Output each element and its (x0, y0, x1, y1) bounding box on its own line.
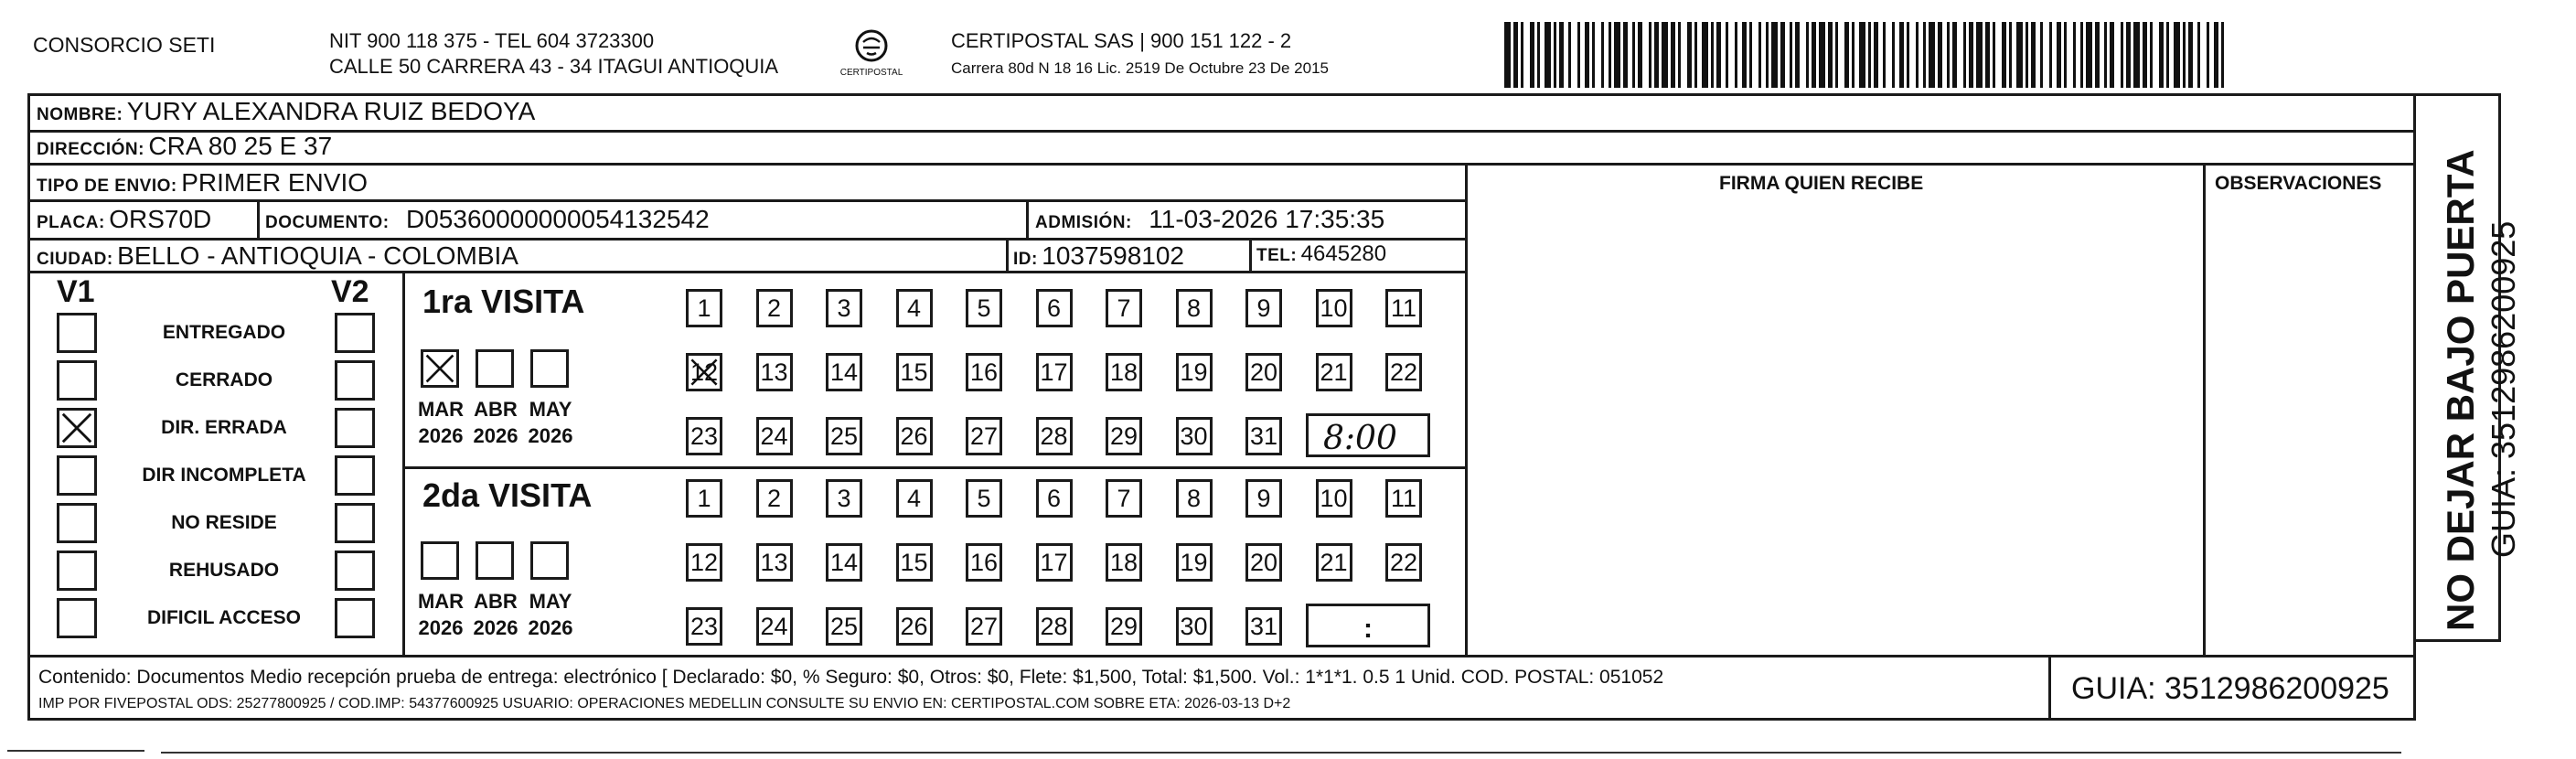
day-box[interactable] (1106, 543, 1142, 582)
v1-label: V1 (57, 274, 95, 309)
day-box[interactable] (896, 353, 933, 391)
svg-text:CERTIPOSTAL: CERTIPOSTAL (839, 68, 903, 78)
day-number: 28 (1040, 612, 1068, 640)
day-number: 15 (900, 358, 928, 386)
tel-label: TEL: (1256, 246, 1298, 265)
day-number: 14 (829, 548, 859, 576)
day-number: 29 (1109, 612, 1138, 640)
status-reason-label: CERRADO (175, 369, 273, 390)
day-number: 27 (969, 422, 999, 450)
day-box[interactable] (1036, 607, 1073, 646)
day-number: 5 (977, 294, 991, 322)
day-box[interactable] (896, 289, 933, 327)
day-number: 11 (1390, 484, 1417, 512)
month-checkbox[interactable] (476, 541, 514, 580)
admission-row (1035, 207, 1384, 232)
day-number: 22 (1389, 358, 1418, 386)
day-box[interactable] (1106, 479, 1142, 518)
nit-line: NIT 900 118 375 - TEL 604 3723300 (329, 29, 655, 52)
name-row (37, 99, 535, 124)
day-number: 6 (1046, 484, 1062, 512)
day-box[interactable] (756, 417, 793, 455)
day-number: 11 (1390, 294, 1417, 322)
day-box[interactable] (1316, 543, 1352, 582)
day-box[interactable] (1176, 353, 1213, 391)
day-number: 12 (689, 548, 719, 576)
day-box[interactable] (826, 607, 862, 646)
day-box[interactable] (686, 289, 722, 327)
document-label: DOCUMENTO: (265, 213, 390, 232)
plate-row (37, 207, 211, 232)
day-number: 13 (760, 548, 788, 576)
day-box[interactable] (1316, 479, 1352, 518)
send-type-row (37, 170, 368, 196)
status-reason-label: DIR. ERRADA (161, 417, 287, 438)
day-number: 13 (760, 358, 788, 386)
month-checkbox-checked[interactable] (421, 349, 459, 388)
day-box[interactable] (826, 417, 862, 455)
day-number: 25 (829, 422, 859, 450)
visit2-time: : (1363, 614, 1373, 644)
day-number: 7 (1117, 484, 1131, 512)
day-box[interactable] (826, 543, 862, 582)
visit1-time: 8:00 (1323, 420, 1397, 457)
footer-guide: GUIA: 3512986200925 (2071, 671, 2389, 706)
v2-checkbox[interactable] (335, 503, 375, 543)
day-number: 17 (1040, 548, 1068, 576)
visit2-time-box[interactable] (1306, 604, 1430, 647)
v2-checkbox[interactable] (335, 313, 375, 353)
day-box[interactable] (1036, 289, 1073, 327)
day-number: 12 (689, 358, 719, 386)
day-number: 22 (1389, 548, 1418, 576)
document-row (265, 207, 710, 232)
day-box[interactable] (756, 479, 793, 518)
day-number: 9 (1256, 484, 1271, 512)
day-box[interactable] (826, 289, 862, 327)
day-number: 28 (1040, 422, 1068, 450)
day-box[interactable] (756, 289, 793, 327)
day-box[interactable] (1245, 607, 1282, 646)
month-label: MAY 2026 (528, 590, 573, 639)
month-checkbox[interactable] (421, 541, 459, 580)
visit2-title: 2da VISITA (422, 476, 593, 514)
day-number: 20 (1249, 358, 1278, 386)
day-box[interactable] (1385, 479, 1422, 518)
day-box[interactable] (966, 607, 1002, 646)
address-row (37, 134, 332, 159)
day-number: 17 (1040, 358, 1068, 386)
day-number: 18 (1109, 358, 1138, 386)
side-warning: NO DEJAR BAJO PUERTA (2439, 149, 2482, 631)
admission-date: 11-03-2026 17:35:35 (1149, 205, 1385, 233)
day-box[interactable] (1176, 289, 1213, 327)
day-number: 30 (1180, 422, 1208, 450)
day-box[interactable] (1245, 543, 1282, 582)
day-box[interactable] (1245, 353, 1282, 391)
day-box[interactable] (826, 479, 862, 518)
day-number: 29 (1109, 422, 1138, 450)
plate-label: PLACA: (37, 213, 105, 232)
send-type: PRIMER ENVIO (181, 168, 369, 197)
v2-checkbox[interactable] (335, 598, 375, 638)
day-number: 4 (906, 294, 922, 322)
day-box[interactable] (966, 417, 1002, 455)
status-reason-label: REHUSADO (168, 560, 280, 581)
day-number: 8 (1186, 294, 1202, 322)
month-checkbox[interactable] (476, 349, 514, 388)
recipient-address: CRA 80 25 E 37 (148, 132, 333, 160)
v1-checkbox[interactable] (57, 455, 97, 496)
id-number: 1037598102 (1042, 241, 1185, 270)
day-number: 25 (829, 612, 859, 640)
month-label: MAY 2026 (528, 398, 573, 447)
day-number: 23 (689, 612, 719, 640)
tel-row (1256, 243, 1386, 265)
day-box[interactable] (1245, 289, 1282, 327)
day-box[interactable] (756, 607, 793, 646)
day-box[interactable] (686, 607, 722, 646)
v1-checkbox-checked[interactable] (57, 408, 97, 448)
footer-contents: Contenido: Documentos Medio recepción prueba de entrega: electrónico [ Declarado: $0, % Seguro: $0, Otros: $0, Flete: $1,500, Total: $1,500. Vol.: 1*1*1. 0.5 1 Unid. COD. POSTAL: 051052 (38, 667, 1664, 688)
city-label: CIUDAD: (37, 250, 113, 269)
day-number: 21 (1320, 548, 1348, 576)
status-reason-label: ENTREGADO (162, 322, 286, 343)
day-number: 30 (1180, 612, 1208, 640)
day-box[interactable] (1106, 289, 1142, 327)
day-number: 6 (1046, 294, 1062, 322)
day-box[interactable] (1036, 417, 1073, 455)
day-box[interactable] (1106, 607, 1142, 646)
day-number: 3 (837, 484, 851, 512)
day-box[interactable] (1106, 353, 1142, 391)
day-box[interactable] (826, 353, 862, 391)
day-box[interactable] (966, 543, 1002, 582)
id-row (1013, 243, 1184, 269)
day-number: 24 (760, 612, 788, 640)
day-box[interactable] (896, 543, 933, 582)
day-box[interactable] (1176, 479, 1213, 518)
status-reason-label: DIFICIL ACCESO (146, 607, 301, 628)
status-reason-label: NO RESIDE (171, 512, 277, 533)
day-box[interactable] (966, 353, 1002, 391)
signature-header: FIRMA QUIEN RECIBE (1719, 173, 1924, 194)
day-number: 19 (1180, 548, 1208, 576)
send-type-label: TIPO DE ENVIO: (37, 176, 177, 196)
certipostal-line: CERTIPOSTAL SAS | 900 151 122 - 2 (951, 29, 1292, 52)
document-number: D05360000000054132542 (406, 205, 710, 233)
day-number: 20 (1249, 548, 1278, 576)
day-box[interactable] (966, 289, 1002, 327)
day-number: 2 (766, 484, 782, 512)
day-box[interactable] (686, 479, 722, 518)
v2-checkbox[interactable] (335, 551, 375, 591)
day-number: 2 (766, 294, 782, 322)
visit1-time-box[interactable] (1306, 413, 1430, 457)
day-box[interactable] (896, 607, 933, 646)
day-box[interactable] (1176, 543, 1213, 582)
day-box[interactable] (1385, 353, 1422, 391)
day-number: 10 (1320, 484, 1348, 512)
day-number: 16 (969, 548, 999, 576)
day-box[interactable] (686, 543, 722, 582)
v2-checkbox[interactable] (335, 408, 375, 448)
city-row (37, 243, 518, 269)
v1-checkbox[interactable] (57, 313, 97, 353)
day-number: 16 (969, 358, 999, 386)
day-number: 5 (977, 484, 991, 512)
day-number: 3 (837, 294, 851, 322)
plate: ORS70D (109, 205, 212, 233)
v2-checkbox[interactable] (335, 455, 375, 496)
visit1-title: 1ra VISITA (422, 283, 585, 320)
day-box[interactable] (1385, 289, 1422, 327)
day-number: 26 (900, 612, 928, 640)
month-checkbox[interactable] (530, 541, 569, 580)
day-number: 23 (689, 422, 719, 450)
day-box[interactable] (1245, 417, 1282, 455)
observations-header: OBSERVACIONES (2215, 173, 2382, 194)
day-number: 7 (1117, 294, 1131, 322)
v1-checkbox[interactable] (57, 360, 97, 401)
footer-imp-line: IMP POR FIVEPOSTAL ODS: 25277800925 / COD.IMP: 54377600925 USUARIO: OPERACIONES MEDELLIN CONSULTE SU ENVIO EN: CERTIPOSTAL.COM SOBRE ETA: 2026-03-13 D+2 (38, 696, 1291, 711)
day-number: 26 (900, 422, 928, 450)
recipient-name: YURY ALEXANDRA RUIZ BEDOYA (126, 97, 536, 125)
day-number: 19 (1180, 358, 1208, 386)
day-number: 18 (1109, 548, 1138, 576)
certipostal-logo-icon (839, 27, 903, 84)
month-label: MAR 2026 (417, 590, 465, 639)
name-label: NOMBRE: (37, 105, 123, 124)
day-box[interactable] (686, 417, 722, 455)
day-number: 8 (1186, 484, 1202, 512)
v2-checkbox[interactable] (335, 360, 375, 401)
day-number: 4 (906, 484, 922, 512)
tel-number: 4645280 (1300, 241, 1387, 266)
admission-label: ADMISIÓN: (1035, 213, 1132, 232)
day-number: 10 (1320, 294, 1348, 322)
day-box[interactable] (1036, 543, 1073, 582)
day-box[interactable] (756, 543, 793, 582)
day-number: 31 (1249, 612, 1278, 640)
address-label: DIRECCIÓN: (37, 140, 144, 159)
month-label: MAR 2026 (417, 398, 465, 447)
month-checkbox[interactable] (530, 349, 569, 388)
day-box[interactable] (1176, 417, 1213, 455)
day-box[interactable] (896, 479, 933, 518)
city: BELLO - ANTIOQUIA - COLOMBIA (117, 241, 518, 270)
side-guide: GUIA: 3512986200925 (2485, 220, 2522, 558)
day-number: 15 (900, 548, 928, 576)
month-label: ABR 2026 (473, 590, 518, 639)
day-number: 1 (697, 294, 711, 322)
day-box[interactable] (1176, 607, 1213, 646)
month-label: ABR 2026 (473, 398, 518, 447)
day-box[interactable] (896, 417, 933, 455)
day-number: 14 (829, 358, 859, 386)
v2-label: V2 (331, 274, 369, 309)
day-box[interactable] (1036, 353, 1073, 391)
id-label: ID: (1013, 250, 1038, 269)
day-box[interactable] (1036, 479, 1073, 518)
address-line: CALLE 50 CARRERA 43 - 34 ITAGUI ANTIOQUIA (329, 55, 779, 78)
main-frame (27, 93, 2416, 721)
status-reason-label: DIR INCOMPLETA (142, 465, 306, 486)
day-number: 21 (1320, 358, 1348, 386)
day-box[interactable] (1106, 417, 1142, 455)
day-box[interactable] (1316, 353, 1352, 391)
barcode (1504, 22, 2227, 88)
day-box[interactable] (1245, 479, 1282, 518)
day-box-checked[interactable] (686, 353, 722, 391)
day-box[interactable] (966, 479, 1002, 518)
day-number: 27 (969, 612, 999, 640)
v1-checkbox[interactable] (57, 503, 97, 543)
v1-checkbox[interactable] (57, 598, 97, 638)
day-box[interactable] (756, 353, 793, 391)
day-box[interactable] (1385, 543, 1422, 582)
day-number: 24 (760, 422, 788, 450)
day-number: 9 (1256, 294, 1271, 322)
day-box[interactable] (1316, 289, 1352, 327)
license-line: Carrera 80d N 18 16 Lic. 2519 De Octubre 23 De 2015 (951, 59, 1329, 77)
v1-checkbox[interactable] (57, 551, 97, 591)
company-name: CONSORCIO SETI (33, 33, 216, 57)
day-number: 31 (1249, 422, 1278, 450)
day-number: 1 (697, 484, 711, 512)
